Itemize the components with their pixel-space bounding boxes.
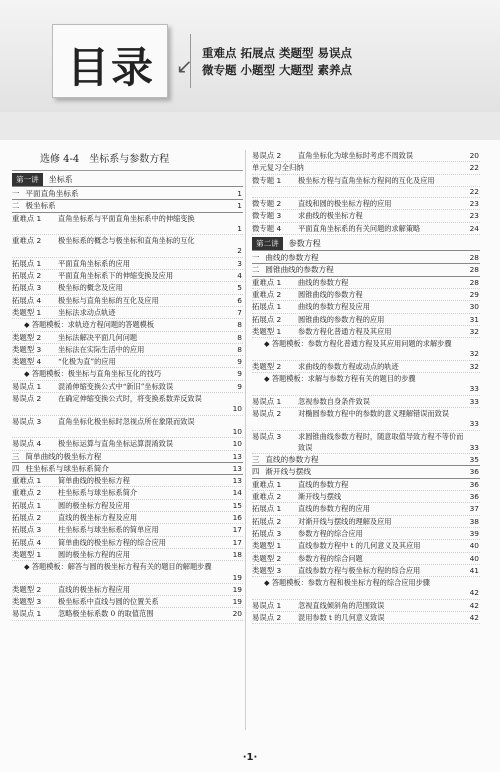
entry-page-number: 33 — [469, 384, 479, 394]
entry-page-number: 40 — [469, 541, 479, 551]
entry-title: 对渐开线与摆线的理解及应用 — [298, 516, 392, 526]
entry-title: 直线参数方程与极坐标方程的综合应用 — [298, 565, 421, 575]
toc-entry-row[interactable] — [252, 503, 480, 515]
entry-page-number: 30 — [469, 302, 479, 312]
entry-page-number: 19 — [232, 597, 242, 607]
toc-left-column — [12, 150, 243, 621]
entry-title: 忽视参数自身条件致误 — [298, 396, 370, 406]
entry-page-number: 20 — [232, 609, 242, 619]
entry-page-number: 10 — [232, 439, 242, 449]
entry-page-number: 4 — [237, 271, 242, 281]
entry-tag: 拓展点 2 — [12, 513, 42, 523]
toc-entry-row[interactable] — [252, 396, 480, 408]
entry-page-number: 33 — [469, 442, 479, 452]
toc-entry-row[interactable] — [12, 307, 243, 319]
toc-template-row[interactable] — [12, 368, 243, 380]
entry-page-number: 1 — [237, 189, 242, 198]
entry-page-number: 7 — [237, 307, 242, 317]
page-number: ·1· — [242, 752, 258, 763]
entry-tag: 一 — [252, 253, 260, 263]
entry-tag: 四 — [252, 467, 260, 477]
entry-tag: 易误点 1 — [12, 609, 42, 619]
entry-tag: 重难点 2 — [12, 488, 42, 498]
entry-tag: 拓展点 3 — [252, 528, 282, 538]
entry-title: 简单曲线的极坐标方程 — [25, 451, 102, 461]
entry-tag: 类题型 4 — [12, 357, 42, 367]
entry-page-number: 36 — [469, 479, 479, 489]
entry-title: 直角坐标化为球坐标时考虑不周致误 — [298, 151, 414, 160]
entry-tag: 重难点 1 — [252, 479, 282, 489]
toc-entry-row[interactable] — [12, 438, 243, 450]
entry-page-number: 42 — [469, 612, 479, 622]
entry-tag: 类题型 2 — [252, 553, 282, 563]
entry-page-number: 9 — [237, 381, 242, 391]
entry-title: 简单曲线的极坐标方程的综合应用 — [58, 537, 166, 547]
entry-title: 直角坐标系与平面直角坐标系中的伸缩变换 — [58, 213, 195, 223]
toc-entry-row[interactable] — [12, 270, 243, 282]
entry-title: 参数方程的综合问题 — [298, 553, 363, 563]
lecture-badge: 第一讲 — [12, 173, 43, 186]
toc-entry-row[interactable] — [12, 487, 243, 499]
toc-entry-row[interactable] — [12, 213, 243, 236]
entry-page-number: 18 — [232, 549, 242, 559]
entry-title: 曲线的参数方程及应用 — [298, 302, 370, 312]
entry-page-number: 19 — [232, 572, 242, 582]
entry-title: 极坐标系的概念与极坐标和直角坐标的互化 — [58, 236, 195, 246]
entry-title: 柱坐标系与球坐标系的简单应用 — [58, 525, 159, 535]
entry-tag: 易误点 2 — [252, 408, 282, 418]
entry-title: 忽视直线倾斜角的范围致误 — [298, 600, 385, 610]
toc-entry-row[interactable] — [252, 540, 480, 552]
entry-tag: 类题型 1 — [12, 549, 42, 559]
toc-left-rows — [12, 173, 243, 621]
entry-title: 直线的极坐标方程应用 — [58, 584, 130, 594]
entry-title: 柱坐标系与球坐标系简介 — [25, 463, 109, 473]
entry-tag: 微专题 3 — [252, 211, 282, 221]
entry-tag: 类题型 3 — [252, 565, 282, 575]
entry-title: ◆ 答题模板：解答与圆的极坐标方程有关的题目的解题步骤 — [12, 561, 243, 572]
entry-title: 平面直角坐标系的有关问题的求解策略 — [298, 223, 421, 233]
entry-tag: 拓展点 1 — [12, 500, 42, 510]
toc-entry-row[interactable] — [12, 537, 243, 549]
toc-entry-row[interactable] — [252, 150, 480, 162]
column-divider — [245, 150, 246, 730]
entry-page-number: 9 — [237, 369, 242, 379]
entry-page-number: 33 — [469, 419, 479, 429]
entry-title: 简单曲线的极坐标方程 — [58, 476, 130, 486]
entry-title: 直线的参数方程 — [298, 479, 349, 489]
entry-title: 求圆锥曲线参数方程时，随意取值导致方程不等价而致误 — [298, 431, 464, 452]
toc-entry-row[interactable] — [252, 289, 480, 301]
toc-entry-row[interactable] — [252, 175, 480, 187]
entry-title: 求曲线的极坐标方程 — [298, 211, 363, 221]
entry-title: 坐标法在实际生活中的应用 — [58, 344, 145, 354]
entry-title: 参数方程的综合应用 — [298, 528, 363, 538]
entry-tag: 二 — [12, 201, 20, 211]
toc-entry-row[interactable] — [12, 393, 243, 416]
toc-entry-row[interactable] — [12, 235, 243, 258]
lecture-heading[interactable] — [12, 173, 243, 187]
toc-entry-row[interactable] — [12, 596, 243, 608]
entry-page-number: 36 — [469, 467, 479, 477]
entry-title: 直线的极坐标方程及应用 — [58, 513, 138, 523]
entry-title: 圆锥曲线的参数方程的应用 — [298, 314, 385, 324]
toc-entry-row[interactable] — [12, 524, 243, 536]
toc-section-row[interactable] — [12, 200, 243, 212]
entry-tag: 类题型 1 — [252, 541, 282, 551]
toc-entry-row[interactable] — [252, 210, 480, 222]
entry-page-number: 8 — [237, 332, 242, 342]
entry-page-number: 22 — [469, 163, 479, 173]
entry-title: 坐标法求动点轨迹 — [58, 307, 116, 317]
entry-page-number: 15 — [232, 500, 242, 510]
entry-title: 渐开线与摆线 — [298, 492, 342, 502]
entry-page-number: 22 — [469, 186, 479, 196]
toc-entry-row[interactable] — [252, 301, 480, 313]
entry-tag: 类题型 2 — [12, 332, 42, 342]
entry-page-number: 3 — [237, 258, 242, 268]
entry-tag: 微专题 4 — [252, 223, 282, 233]
toc-entry-row[interactable] — [12, 381, 243, 393]
toc-section-row[interactable] — [12, 188, 243, 200]
entry-title: 直线的参数方程的应用 — [298, 504, 370, 514]
entry-page-number: 24 — [469, 223, 479, 233]
toc-entry-row[interactable] — [252, 408, 480, 431]
entry-tag: 四 — [12, 463, 20, 473]
toc-entry-row[interactable] — [12, 512, 243, 524]
toc-entry-row[interactable] — [252, 528, 480, 540]
entry-tag: 拓展点 3 — [12, 283, 42, 293]
entry-page-number: 20 — [469, 151, 479, 160]
lecture-title: 参数方程 — [288, 239, 321, 249]
toc-entry-row[interactable] — [12, 295, 243, 307]
toc-entry-row[interactable] — [252, 431, 480, 455]
entry-tag: 重难点 1 — [12, 476, 42, 486]
toc-entry-row[interactable] — [12, 549, 243, 561]
entry-title: 忽略极坐标系数 0 的取值范围 — [58, 609, 154, 619]
toc-section-row[interactable] — [252, 466, 480, 478]
toc-entry-row[interactable] — [12, 500, 243, 512]
entry-page-number: 28 — [469, 265, 479, 275]
entry-page-number: 14 — [232, 488, 242, 498]
entry-tag: 类题型 2 — [252, 361, 282, 371]
entry-tag: 微专题 2 — [252, 199, 282, 209]
entry-tag: 易误点 2 — [252, 612, 282, 622]
toc-entry-row[interactable] — [12, 282, 243, 294]
entry-tag: 类题型 2 — [12, 584, 42, 594]
entry-page-number: 19 — [232, 584, 242, 594]
entry-page-number: 28 — [469, 253, 479, 263]
entry-tag: 易误点 1 — [252, 396, 282, 406]
entry-page-number: 32 — [469, 349, 479, 359]
page-title: 目录 — [67, 43, 156, 92]
entry-tag: 易误点 3 — [12, 416, 42, 426]
toc-entry-row[interactable] — [12, 584, 243, 596]
entry-tag: 易误点 1 — [252, 600, 282, 610]
entry-page-number: 10 — [232, 404, 242, 414]
toc-entry-row[interactable] — [12, 344, 243, 356]
entry-title: 渐开线与摆线 — [265, 467, 311, 477]
entry-title: 平面直角坐标系 — [25, 189, 79, 198]
entry-page-number: 17 — [232, 525, 242, 535]
entry-page-number: 41 — [469, 565, 479, 575]
entry-title: 圆的极坐标方程及应用 — [58, 500, 130, 510]
header-tags-line1: 重难点 拓展点 类题型 易误点 — [202, 46, 353, 60]
lecture-heading[interactable] — [252, 237, 480, 251]
entry-page-number: 23 — [469, 199, 479, 209]
entry-title: 圆锥曲线的参数方程 — [265, 265, 334, 275]
toc-entry-row[interactable] — [252, 162, 480, 174]
entry-title: “化极为直”的应用 — [58, 357, 116, 367]
entry-page-number: 32 — [469, 326, 479, 336]
toc-entry-row[interactable] — [252, 326, 480, 338]
entry-page-number: 16 — [232, 513, 242, 523]
toc-template-row[interactable] — [12, 561, 243, 584]
toc-entry-row[interactable] — [252, 314, 480, 326]
toc-entry-row[interactable] — [12, 258, 243, 270]
entry-title: 平面直角坐标系的应用 — [58, 258, 130, 268]
entry-page-number: 33 — [469, 396, 479, 406]
toc-entry-row[interactable] — [12, 332, 243, 344]
entry-title: 极坐标的概念及应用 — [58, 283, 123, 293]
header-tags-line2: 微专题 小题型 大题型 素养点 — [202, 63, 353, 77]
entry-page-number: 8 — [237, 344, 242, 354]
entry-page-number: 6 — [237, 295, 242, 305]
entry-title: 混用参数 t 的几何意义致误 — [298, 612, 385, 622]
toc-section-row[interactable] — [252, 252, 480, 264]
entry-tag: 类题型 3 — [12, 344, 42, 354]
entry-title: ◆ 答题模板：参数方程和极坐标方程的综合应用步骤 — [252, 577, 480, 588]
toc-entry-row[interactable] — [252, 361, 480, 373]
entry-tag: 重难点 2 — [252, 492, 282, 502]
entry-tag: 易误点 4 — [12, 439, 42, 449]
toc-entry-row[interactable] — [252, 600, 480, 612]
toc-entry-row[interactable] — [12, 608, 243, 620]
entry-title: 直角坐标化极坐标时忽视点所在象限而致误 — [58, 416, 195, 426]
toc-entry-row[interactable] — [12, 416, 243, 439]
entry-title: 求曲线的参数方程或动点的轨迹 — [298, 361, 399, 371]
entry-tag: 类题型 1 — [12, 307, 42, 317]
toc-template-row[interactable] — [252, 338, 480, 361]
entry-page-number: 1 — [237, 223, 242, 233]
toc-right-column — [252, 150, 480, 624]
entry-title: ◆ 答题模板：极坐标与直角坐标互化的技巧 — [12, 368, 243, 379]
toc-section-row[interactable] — [252, 454, 480, 466]
module-title: 选修 4-4 坐标系与参数方程 — [12, 150, 243, 171]
entry-page-number: 37 — [469, 504, 479, 514]
entry-page-number: 8 — [237, 320, 242, 330]
entry-tag: 三 — [12, 451, 20, 461]
entry-title: 极坐标系 — [25, 201, 56, 211]
entry-title: 极坐标系中直线与圆的位置关系 — [58, 597, 159, 607]
entry-tag: 拓展点 4 — [12, 295, 42, 305]
entry-tag: 重难点 1 — [12, 213, 42, 223]
entry-tag: 拓展点 1 — [252, 302, 282, 312]
entry-tag: 二 — [252, 265, 260, 275]
entry-tag: 重难点 1 — [252, 277, 282, 287]
entry-tag: 微专题 1 — [252, 175, 282, 185]
entry-page-number: 13 — [232, 476, 242, 486]
entry-page-number: 35 — [469, 455, 479, 465]
entry-tag: 单元复习全归纳 — [252, 163, 304, 173]
entry-tag: 类题型 3 — [12, 597, 42, 607]
toc-entry-row[interactable] — [12, 475, 243, 487]
entry-tag: 易误点 2 — [12, 394, 42, 404]
toc-section-row[interactable] — [12, 451, 243, 463]
entry-title: 直线参数方程中 t 的几何意义及其应用 — [298, 541, 421, 551]
entry-title: 极坐标与直角坐标的互化及应用 — [58, 295, 159, 305]
toc-entry-row[interactable] — [252, 223, 480, 235]
header-tags — [202, 45, 392, 79]
title-box — [52, 24, 168, 98]
toc-section-row[interactable] — [252, 264, 480, 276]
entry-tag: 拓展点 1 — [12, 258, 42, 268]
entry-title: 极坐标方程与直角坐标方程间的互化及应用 — [298, 175, 435, 185]
entry-tag: 易误点 1 — [12, 381, 42, 391]
entry-page-number: 1 — [237, 201, 242, 211]
entry-page-number: 13 — [232, 463, 242, 473]
entry-title: 对椭圆参数方程中的参数的意义理解错误而致误 — [298, 408, 449, 418]
entry-page-number: 36 — [469, 492, 479, 502]
entry-title: ◆ 答题模板：求解与参数方程有关的题目的步骤 — [252, 373, 480, 384]
entry-title: 曲线的参数方程 — [298, 277, 349, 287]
toc-entry-row[interactable] — [252, 479, 480, 491]
entry-page-number: 28 — [469, 277, 479, 287]
toc-section-row[interactable] — [12, 463, 243, 475]
entry-tag: 易误点 2 — [252, 151, 282, 160]
toc-header — [0, 0, 500, 112]
arrow-icon: ↙ — [176, 54, 193, 78]
toc-entry-row[interactable] — [252, 565, 480, 577]
toc-entry-row[interactable] — [252, 491, 480, 503]
entry-title: 直线和圆的极坐标方程的应用 — [298, 199, 392, 209]
entry-title: 曲线的参数方程 — [265, 253, 319, 263]
entry-page-number: 5 — [237, 283, 242, 293]
entry-page-number: 2 — [237, 246, 242, 256]
entry-tag: 易误点 3 — [252, 431, 282, 441]
toc-template-row[interactable] — [252, 373, 480, 396]
entry-page-number: 10 — [232, 426, 242, 436]
entry-title: 在确定伸缩变换公式时，将变换系数弄反致误 — [58, 394, 202, 404]
entry-tag: 拓展点 4 — [12, 537, 42, 547]
entry-page-number: 31 — [469, 314, 479, 324]
toc-entry-row[interactable] — [252, 187, 480, 198]
entry-page-number: 9 — [237, 357, 242, 367]
entry-title: 参数方程化普通方程及其应用 — [298, 326, 392, 336]
entry-page-number: 29 — [469, 289, 479, 299]
toc-template-row[interactable] — [252, 577, 480, 600]
entry-tag: 重难点 2 — [12, 236, 42, 246]
entry-tag: 拓展点 1 — [252, 504, 282, 514]
entry-title: 柱坐标系与球坐标系简介 — [58, 488, 138, 498]
toc-entry-row[interactable] — [252, 612, 480, 624]
entry-tag: 拓展点 2 — [252, 314, 282, 324]
lecture-badge: 第二讲 — [252, 237, 283, 250]
entry-title: ◆ 答题模板：参数方程化普通方程及其应用问题的求解步骤 — [252, 338, 480, 349]
entry-tag: 拓展点 3 — [12, 525, 42, 535]
entry-page-number: 17 — [232, 537, 242, 547]
toc-right-rows — [252, 150, 480, 624]
entry-title: 极坐标运算与直角坐标运算混淆致误 — [58, 439, 174, 449]
entry-title: 平面直角坐标系下的伸缩变换及应用 — [58, 271, 174, 281]
toc-entry-row[interactable] — [252, 553, 480, 565]
entry-tag: 拓展点 2 — [12, 271, 42, 281]
entry-page-number: 40 — [469, 553, 479, 563]
entry-page-number: 23 — [469, 211, 479, 221]
toc-template-row[interactable] — [12, 319, 243, 331]
toc-entry-row[interactable] — [252, 198, 480, 210]
entry-page-number: 39 — [469, 528, 479, 538]
entry-title: 坐标法解决平面几何问题 — [58, 332, 138, 342]
entry-tag: 类题型 1 — [252, 326, 282, 336]
entry-title: ◆ 答题模板：求轨迹方程问题的答题模板 — [12, 319, 243, 330]
entry-tag: 三 — [252, 455, 260, 465]
toc-entry-row[interactable] — [252, 277, 480, 289]
entry-page-number: 32 — [469, 361, 479, 371]
entry-title: 混淆伸缩变换公式中“新旧”坐标致误 — [58, 381, 174, 391]
entry-page-number: 38 — [469, 516, 479, 526]
entry-page-number: 42 — [469, 588, 479, 598]
entry-title: 圆锥曲线的参数方程 — [298, 289, 363, 299]
entry-page-number: 42 — [469, 600, 479, 610]
entry-page-number: 13 — [232, 451, 242, 461]
entry-tag: 一 — [12, 189, 20, 198]
toc-entry-row[interactable] — [12, 356, 243, 368]
entry-title: 直线的参数方程 — [265, 455, 319, 465]
toc-entry-row[interactable] — [252, 516, 480, 528]
entry-tag: 重难点 2 — [252, 289, 282, 299]
lecture-title: 坐标系 — [48, 175, 73, 184]
entry-title: 圆的极坐标方程的应用 — [58, 549, 130, 559]
entry-tag: 拓展点 2 — [252, 516, 282, 526]
